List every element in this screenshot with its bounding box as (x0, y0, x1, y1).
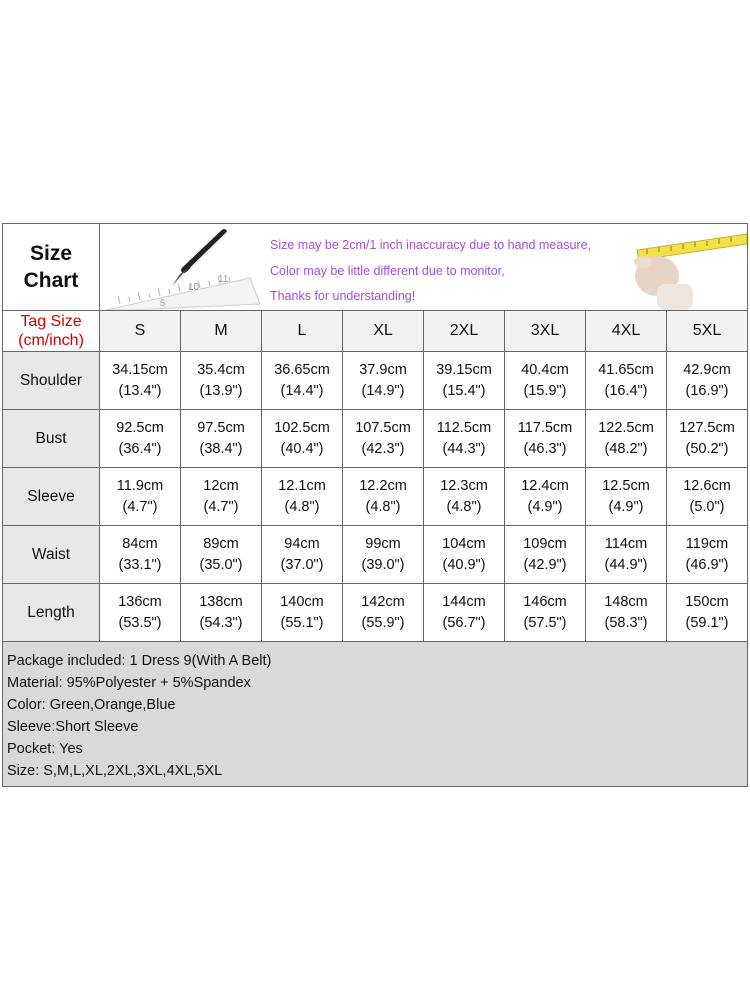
value-inch: (4.8") (365, 498, 401, 515)
size-header-2xl: 2XL (424, 311, 505, 352)
measurement-cell (181, 352, 262, 410)
value-cm: 144cm (442, 593, 486, 610)
measurement-cell (100, 526, 181, 584)
row-label: Sleeve (3, 468, 100, 526)
value-inch: (35.0") (199, 556, 243, 573)
value-cm: 117.5cm (517, 419, 573, 436)
value-cm: 12.2cm (359, 477, 407, 494)
row-label: Waist (3, 526, 100, 584)
measurement-cell (667, 352, 748, 410)
measurement-cell (505, 468, 586, 526)
measurement-cell (181, 526, 262, 584)
value-cm: 84cm (122, 535, 158, 552)
size-header-3xl: 3XL (505, 311, 586, 352)
info-sleeve: Sleeve:Short Sleeve (7, 719, 139, 735)
value-cm: 138cm (199, 593, 243, 610)
table-row (3, 584, 748, 642)
product-info-row (3, 642, 748, 787)
value-inch: (13.9") (199, 382, 243, 399)
measurement-cell (343, 468, 424, 526)
measurement-cell (181, 410, 262, 468)
size-header-s: S (100, 311, 181, 352)
value-cm: 114cm (604, 535, 648, 552)
measurement-cell (586, 526, 667, 584)
value-cm: 41.65cm (598, 361, 654, 378)
measurement-cell (100, 468, 181, 526)
measurement-cell (343, 410, 424, 468)
title-row (3, 224, 748, 311)
table-row (3, 352, 748, 410)
table-row (3, 468, 748, 526)
info-pocket: Pocket: Yes (7, 741, 83, 757)
measurement-cell (667, 410, 748, 468)
value-inch: (15.4") (442, 382, 486, 399)
value-cm: 12.4cm (521, 477, 569, 494)
value-inch: (14.9") (361, 382, 405, 399)
measurement-cell (424, 526, 505, 584)
value-inch: (4.8") (446, 498, 482, 515)
value-cm: 12.5cm (602, 477, 650, 494)
value-cm: 37.9cm (359, 361, 407, 378)
size-header-5xl: 5XL (667, 311, 748, 352)
value-inch: (59.1") (685, 614, 729, 631)
value-inch: (56.7") (442, 614, 486, 631)
row-label: Shoulder (3, 352, 100, 410)
measurement-cell (100, 410, 181, 468)
measurement-cell (343, 352, 424, 410)
value-cm: 119cm (685, 535, 729, 552)
value-inch: (4.7") (122, 498, 158, 515)
value-inch: (39.0") (361, 556, 405, 573)
title-line-2: Chart (23, 269, 79, 292)
tag-size-line-2: (cm/inch) (18, 332, 84, 349)
value-cm: 92.5cm (116, 419, 164, 436)
value-inch: (16.4") (604, 382, 648, 399)
table-row (3, 526, 748, 584)
value-inch: (46.9") (685, 556, 729, 573)
value-cm: 150cm (685, 593, 729, 610)
value-cm: 42.9cm (683, 361, 731, 378)
value-cm: 107.5cm (355, 419, 411, 436)
value-inch: (53.5") (118, 614, 162, 631)
value-inch: (33.1") (118, 556, 162, 573)
product-info (3, 642, 748, 787)
value-inch: (55.1") (280, 614, 324, 631)
size-header-xl: XL (343, 311, 424, 352)
measurement-banner (100, 224, 748, 311)
value-cm: 12.6cm (683, 477, 731, 494)
value-inch: (4.7") (203, 498, 239, 515)
measurement-cell (586, 584, 667, 642)
measurement-cell (424, 584, 505, 642)
value-cm: 11.9cm (116, 477, 164, 494)
value-inch: (15.9") (523, 382, 567, 399)
value-inch: (44.9") (604, 556, 648, 573)
measurement-cell (667, 584, 748, 642)
value-inch: (16.9") (685, 382, 729, 399)
value-inch: (38.4") (199, 440, 243, 457)
value-inch: (14.4") (280, 382, 324, 399)
size-header-4xl: 4XL (586, 311, 667, 352)
measurement-cell (424, 468, 505, 526)
info-material: Material: 95%Polyester + 5%Spandex (7, 675, 251, 691)
measurement-cell (181, 468, 262, 526)
measurement-cell (262, 352, 343, 410)
info-color: Color: Green,Orange,Blue (7, 697, 176, 713)
measurement-cell (181, 584, 262, 642)
row-label: Length (3, 584, 100, 642)
value-cm: 12cm (203, 477, 239, 494)
measuring-tape-hand-icon (617, 224, 747, 310)
value-cm: 36.65cm (274, 361, 330, 378)
value-cm: 35.4cm (197, 361, 245, 378)
value-cm: 140cm (280, 593, 324, 610)
measurement-cell (343, 584, 424, 642)
value-inch: (5.0") (689, 498, 725, 515)
value-inch: (4.9") (527, 498, 563, 515)
value-cm: 146cm (523, 593, 567, 610)
value-cm: 122.5cm (598, 419, 654, 436)
measurement-cell (505, 352, 586, 410)
value-inch: (40.4") (280, 440, 324, 457)
measurement-cell (424, 352, 505, 410)
measurement-cell (424, 410, 505, 468)
value-cm: 136cm (118, 593, 162, 610)
value-cm: 104cm (442, 535, 486, 552)
value-cm: 127.5cm (679, 419, 735, 436)
value-cm: 39.15cm (436, 361, 492, 378)
value-inch: (44.3") (442, 440, 486, 457)
title-line-1: Size (29, 242, 73, 265)
value-inch: (4.9") (608, 498, 644, 515)
size-chart-title (3, 224, 100, 311)
measurement-cell (586, 410, 667, 468)
value-cm: 34.15cm (112, 361, 168, 378)
measurement-cell (505, 526, 586, 584)
value-cm: 148cm (604, 593, 648, 610)
value-inch: (57.5") (523, 614, 567, 631)
value-cm: 112.5cm (436, 419, 492, 436)
measurement-cell (505, 584, 586, 642)
value-cm: 94cm (284, 535, 320, 552)
measurement-cell (100, 352, 181, 410)
info-size: Size: S,M,L,XL,2XL,3XL,4XL,5XL (7, 763, 223, 779)
value-cm: 89cm (203, 535, 239, 552)
measurement-cell (262, 526, 343, 584)
measurement-cell (100, 584, 181, 642)
measurement-cell (262, 584, 343, 642)
value-cm: 97.5cm (197, 419, 245, 436)
measurement-cell (586, 352, 667, 410)
ruler-pencil-icon (100, 224, 260, 310)
value-inch: (42.3") (361, 440, 405, 457)
value-inch: (4.8") (284, 498, 320, 515)
value-inch: (13.4") (118, 382, 162, 399)
ruler-mark-10: 10 (188, 282, 200, 293)
ruler-mark-11: 11 (218, 274, 229, 285)
value-inch: (42.9") (523, 556, 567, 573)
measurement-cell (667, 468, 748, 526)
row-label: Bust (3, 410, 100, 468)
table-row (3, 410, 748, 468)
info-package: Package included: 1 Dress 9(With A Belt) (7, 653, 272, 669)
value-inch: (48.2") (604, 440, 648, 457)
note-line-1: Size may be 2cm/1 inch inaccuracy due to hand measure, (270, 238, 592, 252)
value-inch: (46.3") (523, 440, 567, 457)
value-cm: 102.5cm (274, 419, 330, 436)
value-inch: (54.3") (199, 614, 243, 631)
value-inch: (55.9") (361, 614, 405, 631)
note-line-2: Color may be little different due to monitor, (270, 264, 505, 278)
measurement-cell (343, 526, 424, 584)
measurement-cell (505, 410, 586, 468)
value-cm: 12.3cm (440, 477, 488, 494)
size-header-l: L (262, 311, 343, 352)
value-inch: (36.4") (118, 440, 162, 457)
measurement-cell (586, 468, 667, 526)
tag-size-label (3, 311, 100, 352)
tag-size-line-1: Tag Size (20, 313, 82, 330)
size-chart-table (2, 223, 748, 787)
value-inch: (40.9") (442, 556, 486, 573)
value-cm: 40.4cm (521, 361, 569, 378)
ruler-mark-5: 5 (160, 298, 166, 308)
measurement-cell (262, 468, 343, 526)
note-line-3: Thanks for understanding! (270, 289, 416, 303)
value-inch: (37.0") (280, 556, 324, 573)
value-cm: 142cm (361, 593, 405, 610)
size-header-m: M (181, 311, 262, 352)
value-inch: (50.2") (685, 440, 729, 457)
measurement-cell (667, 526, 748, 584)
value-inch: (58.3") (604, 614, 648, 631)
value-cm: 109cm (523, 535, 567, 552)
size-header-row (3, 311, 748, 352)
value-cm: 12.1cm (278, 477, 326, 494)
measurement-cell (262, 410, 343, 468)
value-cm: 99cm (365, 535, 401, 552)
